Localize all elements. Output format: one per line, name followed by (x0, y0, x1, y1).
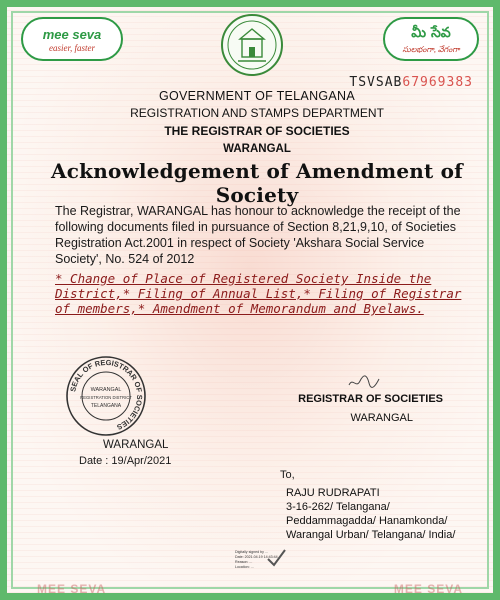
registrar-seal-icon (65, 355, 147, 437)
digital-signature-line: Reason: ... (235, 560, 253, 564)
government-heading: GOVERNMENT OF TELANGANA (158, 89, 356, 103)
recipient-name: RAJU RUDRAPATI (286, 487, 380, 499)
digital-signature-line: Digitally signed by ... (235, 550, 268, 554)
digital-signature-line: Date: 2021.04.19 14:43:44 (235, 555, 278, 559)
certificate-title: Acknowledgement of Amendment of Society (51, 159, 463, 207)
logo-left-tagline: easier, faster (49, 43, 95, 53)
seal-inner-line-2: REGISTRATION DISTRICT (80, 395, 132, 400)
registrar-signature-place: WARANGAL (350, 412, 413, 424)
address-line: 3-16-262/ Telangana/ (286, 501, 390, 513)
mee-seva-logo-left (21, 17, 123, 61)
logo-left-name: mee seva (42, 27, 102, 42)
logo-right-tagline: సులభంగా, వేగంగా (402, 45, 460, 54)
district-heading: WARANGAL (223, 143, 291, 155)
serial-number (349, 75, 473, 90)
to-label: To, (280, 469, 295, 481)
office-heading: THE REGISTRAR OF SOCIETIES (164, 124, 350, 138)
issue-place: WARANGAL (103, 439, 169, 451)
mee-seva-logo-right (383, 17, 479, 61)
recipient-address (286, 486, 455, 542)
footer-watermark-right: MEE SEVA (393, 582, 463, 596)
seal-outer-text: SEAL OF REGISTRAR OF SOCIETIES (68, 357, 145, 432)
telangana-emblem-icon (220, 13, 284, 77)
amendments-list: * Change of Place of Registered Society Inside the District,* Filing of Annual List,* Filing of Registrar of members,* Amendment of Memorandum and Byelaws. (55, 271, 462, 316)
digital-signature-block (235, 550, 295, 570)
address-line: Warangal Urban/ Telangana/ India/ (286, 529, 456, 541)
digital-signature-line: Location: ... (235, 565, 254, 569)
address-line: Peddammagadda/ Hanamkonda/ (286, 515, 448, 527)
logo-right-name: మీ సేవ (411, 25, 451, 41)
seal-inner-line-1: WARANGAL (90, 387, 122, 393)
registrar-signature-title: REGISTRAR OF SOCIETIES (298, 393, 443, 405)
issue-date: Date : 19/Apr/2021 (79, 455, 172, 467)
signature-scribble-icon (347, 373, 381, 391)
department-heading: REGISTRATION AND STAMPS DEPARTMENT (130, 106, 384, 120)
serial-prefix: TSVSAB (349, 75, 403, 90)
acknowledgement-paragraph: The Registrar, WARANGAL has honour to acknowledge the receipt of the following documents filed in pursuance of Section 8,21,9,10, of Societies Registration Act.2001 in respect of Society 'Akshara Social Service Society', No. 524 of 2012 (55, 204, 461, 266)
serial-digits: 67969383 (402, 75, 473, 90)
footer-watermark-left: MEE SEVA (37, 582, 107, 596)
seal-inner-line-3: TELANGANA (90, 403, 122, 409)
